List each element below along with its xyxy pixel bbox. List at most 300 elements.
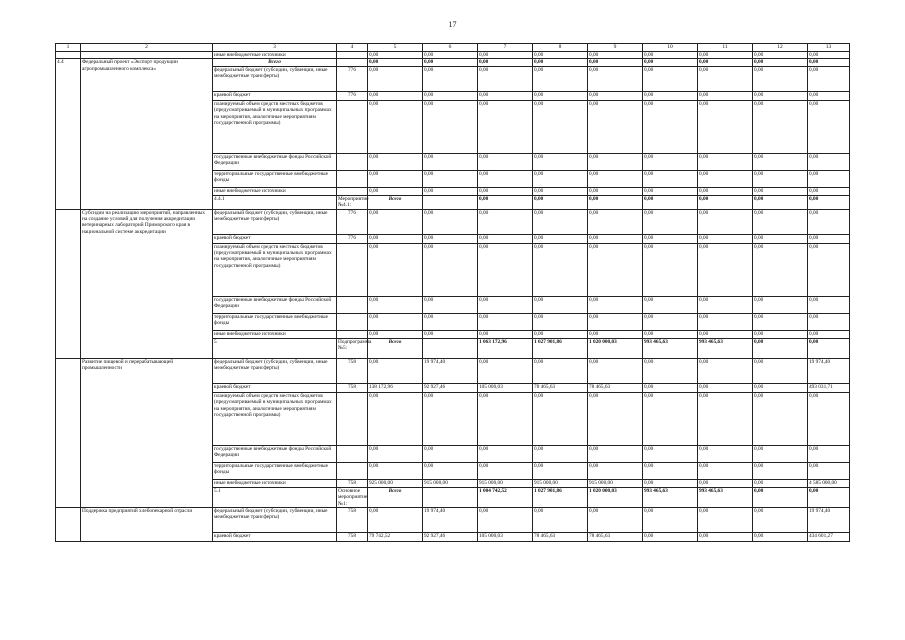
amount-cell: 0,00: [643, 392, 698, 445]
amount-cell: 0,00: [698, 533, 753, 542]
amount-cell: 993 465,63: [643, 487, 698, 507]
amount-cell: 0,00: [808, 91, 850, 100]
amount-cell: 0,00: [643, 508, 698, 533]
row-number: [56, 52, 81, 59]
amount-cell: 0,00: [643, 209, 698, 234]
amount-cell: 0,00: [588, 153, 643, 170]
amount-cell: 0,00: [478, 358, 533, 383]
funding-source: территориальные государственные внебюджетные фонды: [213, 462, 337, 479]
amount-cell: 105 000,03: [478, 383, 533, 392]
amount-cell: 0,00: [533, 296, 588, 313]
amount-cell: 0,00: [588, 445, 643, 462]
grbs-code: [337, 170, 368, 187]
amount-cell: 0,00: [808, 187, 850, 195]
amount-cell: 19 974,40: [808, 358, 850, 383]
grbs-code: [337, 296, 368, 313]
amount-cell: 0,00: [423, 462, 478, 479]
amount-cell: 0,00: [368, 445, 423, 462]
amount-cell: 0,00: [533, 153, 588, 170]
amount-cell: 0,00: [643, 187, 698, 195]
amount-cell: 0,00: [808, 462, 850, 479]
row-title: Субсидии на реализацию мероприятий, направленных на создание условий для получения аккредитации ветеринарных лабораторий Приморского края в национальной системе аккредитации: [81, 209, 213, 358]
grbs-code: 776: [337, 66, 368, 91]
column-header-10: 10: [643, 44, 698, 52]
amount-cell: 0,00: [753, 313, 808, 330]
amount-cell: 0,00: [423, 91, 478, 100]
grbs-code: [337, 59, 368, 66]
amount-cell: 0,00: [753, 153, 808, 170]
funding-source: иные внебюджетные источники: [213, 479, 337, 487]
amount-cell: 993 465,63: [643, 338, 698, 358]
grbs-code: [337, 52, 368, 59]
amount-cell: 0,00: [588, 59, 643, 66]
amount-cell: 0,00: [808, 100, 850, 153]
amount-cell: 0,00: [753, 209, 808, 234]
amount-cell: 0,00: [478, 170, 533, 187]
amount-cell: 105 000,03: [478, 533, 533, 542]
amount-cell: 0,00: [753, 445, 808, 462]
amount-cell: 0,00: [643, 153, 698, 170]
amount-cell: 0,00: [423, 59, 478, 66]
amount-cell: 0,00: [533, 313, 588, 330]
amount-cell: 925 000,00: [368, 479, 423, 487]
amount-cell: 0,00: [698, 479, 753, 487]
amount-cell: 915 000,00: [533, 479, 588, 487]
column-header-6: 6: [423, 44, 478, 52]
column-header-8: 8: [533, 44, 588, 52]
amount-cell: 4 585 000,00: [808, 479, 850, 487]
row-title: Развитие пищевой и перерабатывающей промышленности: [81, 358, 213, 507]
column-header-12: 12: [753, 44, 808, 52]
amount-cell: 0,00: [698, 358, 753, 383]
funding-source: Всего: [368, 195, 423, 209]
funding-source: территориальные государственные внебюджетные фонды: [213, 313, 337, 330]
amount-cell: 0,00: [753, 66, 808, 91]
funding-source: федеральный бюджет (субсидии, субвенции, иные межбюджетные трансферты): [213, 508, 337, 533]
amount-cell: 0,00: [478, 52, 533, 59]
amount-cell: 0,00: [478, 392, 533, 445]
amount-cell: 0,00: [478, 153, 533, 170]
amount-cell: 0,00: [643, 479, 698, 487]
amount-cell: 0,00: [643, 296, 698, 313]
amount-cell: 0,00: [698, 392, 753, 445]
amount-cell: 0,00: [753, 487, 808, 507]
amount-cell: 0,00: [533, 358, 588, 383]
amount-cell: 0,00: [478, 296, 533, 313]
amount-cell: 0,00: [753, 338, 808, 358]
grbs-code: [337, 313, 368, 330]
amount-cell: 0,00: [698, 100, 753, 153]
amount-cell: 0,00: [533, 508, 588, 533]
amount-cell: 0,00: [423, 209, 478, 234]
amount-cell: 0,00: [698, 66, 753, 91]
amount-cell: 0,00: [368, 100, 423, 153]
amount-cell: 0,00: [808, 243, 850, 296]
amount-cell: 0,00: [533, 91, 588, 100]
amount-cell: 0,00: [423, 330, 478, 338]
amount-cell: 0,00: [698, 383, 753, 392]
amount-cell: 1 020 000,03: [588, 338, 643, 358]
amount-cell: 0,00: [698, 170, 753, 187]
amount-cell: 993 465,63: [698, 338, 753, 358]
grbs-code: [337, 243, 368, 296]
amount-cell: 0,00: [753, 52, 808, 59]
amount-cell: 0,00: [533, 330, 588, 338]
table-row: [56, 358, 850, 383]
amount-cell: 0,00: [368, 170, 423, 187]
amount-cell: 0,00: [698, 296, 753, 313]
amount-cell: 138 172,96: [368, 383, 423, 392]
row-title: Поддержка предприятий хлебопекарной отрасли: [81, 508, 213, 542]
funding-source: краевой бюджет: [213, 383, 337, 392]
amount-cell: 0,00: [423, 187, 478, 195]
amount-cell: 19 974,40: [423, 358, 478, 383]
row-number: [56, 209, 81, 358]
amount-cell: 0,00: [368, 153, 423, 170]
amount-cell: 0,00: [368, 462, 423, 479]
amount-cell: 0,00: [753, 392, 808, 445]
amount-cell: 0,00: [698, 243, 753, 296]
funding-source: территориальные государственные внебюджетные фонды: [213, 170, 337, 187]
amount-cell: 0,00: [533, 59, 588, 66]
column-header-7: 7: [478, 44, 533, 52]
row-number: [56, 508, 81, 542]
amount-cell: 78 465,63: [533, 533, 588, 542]
amount-cell: 0,00: [698, 462, 753, 479]
amount-cell: 0,00: [368, 52, 423, 59]
row-title: Подпрограмма №5:: [337, 338, 368, 358]
amount-cell: 0,00: [808, 330, 850, 338]
amount-cell: 0,00: [753, 296, 808, 313]
amount-cell: 0,00: [698, 234, 753, 243]
grbs-code: 776: [337, 234, 368, 243]
amount-cell: 92 927,46: [423, 383, 478, 392]
amount-cell: 0,00: [423, 234, 478, 243]
amount-cell: 0,00: [698, 445, 753, 462]
budget-table: [55, 43, 850, 542]
column-header-4: 4: [337, 44, 368, 52]
grbs-code: [337, 153, 368, 170]
funding-source: планируемый объем средств местных бюджетов (предусматриваемый в муниципальных программах на мероприятия, аналогичные мероприятиям государственной программы): [213, 243, 337, 296]
amount-cell: 0,00: [588, 392, 643, 445]
amount-cell: 1 027 901,86: [533, 338, 588, 358]
row-title: Федеральный проект «Экспорт продукции агропромышленного комплекса»: [81, 59, 213, 209]
grbs-code: 776: [337, 209, 368, 234]
amount-cell: 0,00: [478, 330, 533, 338]
row-title: Основное мероприятие №1:: [338, 487, 368, 507]
row-title: Мероприятие №4.1:: [338, 195, 369, 209]
amount-cell: 0,00: [753, 91, 808, 100]
table-row: [56, 52, 850, 59]
grbs-code: 758: [337, 479, 368, 487]
amount-cell: 19 974,40: [423, 508, 478, 533]
amount-cell: 0,00: [808, 487, 850, 507]
funding-source: краевой бюджет: [213, 91, 337, 100]
amount-cell: 915 000,00: [423, 479, 478, 487]
header-row: [56, 44, 850, 52]
amount-cell: 0,00: [753, 508, 808, 533]
amount-cell: 78 465,63: [533, 383, 588, 392]
page-number: 17: [448, 20, 457, 29]
amount-cell: 0,00: [368, 234, 423, 243]
funding-source: иные внебюджетные источники: [213, 330, 337, 338]
amount-cell: 78 465,63: [588, 533, 643, 542]
amount-cell: 0,00: [753, 170, 808, 187]
grbs-code: [337, 445, 368, 462]
grbs-code: 758: [337, 358, 368, 383]
amount-cell: 0,00: [808, 209, 850, 234]
amount-cell: 78 465,63: [588, 383, 643, 392]
amount-cell: 0,00: [808, 170, 850, 187]
amount-cell: 0,00: [808, 234, 850, 243]
funding-source: краевой бюджет: [213, 533, 337, 542]
amount-cell: 0,00: [588, 243, 643, 296]
amount-cell: 0,00: [423, 392, 478, 445]
amount-cell: 0,00: [643, 170, 698, 187]
amount-cell: 0,00: [643, 195, 698, 209]
amount-cell: 0,00: [423, 445, 478, 462]
amount-cell: 0,00: [533, 462, 588, 479]
amount-cell: 0,00: [698, 330, 753, 338]
amount-cell: 0,00: [753, 533, 808, 542]
amount-cell: 0,00: [698, 209, 753, 234]
amount-cell: 0,00: [808, 66, 850, 91]
amount-cell: 0,00: [753, 462, 808, 479]
amount-cell: 1 063 172,96: [478, 338, 533, 358]
amount-cell: 0,00: [423, 66, 478, 91]
amount-cell: 0,00: [368, 358, 423, 383]
row-number: [56, 358, 81, 507]
funding-source: иные внебюджетные источники: [213, 187, 337, 195]
grbs-code: [423, 195, 478, 209]
amount-cell: 0,00: [643, 462, 698, 479]
amount-cell: 0,00: [533, 66, 588, 91]
table-row: [56, 508, 850, 533]
amount-cell: 0,00: [533, 234, 588, 243]
amount-cell: 0,00: [643, 52, 698, 59]
amount-cell: 0,00: [368, 330, 423, 338]
amount-cell: 493 031,71: [808, 383, 850, 392]
funding-source: Всего: [213, 59, 337, 66]
row-number: 5: [213, 338, 337, 358]
amount-cell: 0,00: [588, 66, 643, 91]
amount-cell: 0,00: [753, 195, 808, 209]
funding-source: планируемый объем средств местных бюджетов (предусматриваемый в муниципальных программах на мероприятия, аналогичные мероприятиям государственной программы): [213, 392, 337, 445]
amount-cell: 0,00: [533, 187, 588, 195]
grbs-code: [423, 338, 478, 358]
amount-cell: 19 974,40: [808, 508, 850, 533]
amount-cell: 0,00: [588, 508, 643, 533]
amount-cell: 0,00: [588, 234, 643, 243]
grbs-code: [337, 100, 368, 153]
funding-source: федеральный бюджет (субсидии, субвенции, иные межбюджетные трансферты): [213, 66, 337, 91]
amount-cell: 0,00: [753, 59, 808, 66]
amount-cell: 0,00: [753, 479, 808, 487]
amount-cell: 0,00: [478, 462, 533, 479]
row-number: 4.4.1: [213, 195, 337, 209]
amount-cell: 0,00: [588, 296, 643, 313]
amount-cell: 0,00: [643, 234, 698, 243]
amount-cell: 0,00: [533, 209, 588, 234]
amount-cell: 0,00: [643, 533, 698, 542]
amount-cell: 993 465,63: [698, 487, 753, 507]
amount-cell: 0,00: [588, 100, 643, 153]
grbs-code: 758: [337, 383, 368, 392]
amount-cell: 0,00: [533, 100, 588, 153]
amount-cell: 0,00: [368, 209, 423, 234]
amount-cell: 0,00: [423, 313, 478, 330]
amount-cell: 0,00: [478, 59, 533, 66]
amount-cell: 0,00: [753, 187, 808, 195]
amount-cell: 0,00: [368, 508, 423, 533]
amount-cell: 0,00: [368, 392, 423, 445]
amount-cell: 0,00: [588, 52, 643, 59]
table-row: [56, 59, 850, 66]
row-title: [81, 52, 213, 59]
grbs-code: [337, 330, 368, 338]
column-header-1: 1: [56, 44, 81, 52]
amount-cell: 0,00: [423, 170, 478, 187]
amount-cell: 0,00: [643, 313, 698, 330]
amount-cell: 0,00: [423, 100, 478, 153]
amount-cell: 0,00: [423, 52, 478, 59]
amount-cell: 0,00: [533, 445, 588, 462]
amount-cell: 0,00: [588, 358, 643, 383]
amount-cell: 0,00: [643, 445, 698, 462]
amount-cell: 0,00: [478, 66, 533, 91]
amount-cell: 0,00: [643, 66, 698, 91]
column-header-13: 13: [808, 44, 850, 52]
amount-cell: 0,00: [588, 170, 643, 187]
amount-cell: 0,00: [808, 59, 850, 66]
funding-source: федеральный бюджет (субсидии, субвенции, иные межбюджетные трансферты): [213, 209, 337, 234]
amount-cell: 0,00: [368, 313, 423, 330]
amount-cell: 0,00: [478, 195, 533, 209]
amount-cell: 0,00: [698, 313, 753, 330]
amount-cell: 0,00: [478, 209, 533, 234]
funding-source: Всего: [368, 487, 423, 507]
amount-cell: 1 020 000,03: [588, 487, 643, 507]
amount-cell: 0,00: [698, 195, 753, 209]
amount-cell: 434 601,27: [808, 533, 850, 542]
amount-cell: 0,00: [478, 243, 533, 296]
amount-cell: 0,00: [698, 59, 753, 66]
amount-cell: 0,00: [698, 508, 753, 533]
amount-cell: 0,00: [698, 153, 753, 170]
amount-cell: 0,00: [808, 445, 850, 462]
amount-cell: 0,00: [533, 392, 588, 445]
amount-cell: 0,00: [368, 243, 423, 296]
amount-cell: 0,00: [478, 91, 533, 100]
amount-cell: 0,00: [698, 187, 753, 195]
funding-source: государственные внебюджетные фонды Российской Федерации: [213, 445, 337, 462]
amount-cell: 0,00: [643, 100, 698, 153]
amount-cell: 0,00: [588, 91, 643, 100]
amount-cell: 0,00: [533, 243, 588, 296]
amount-cell: 0,00: [588, 195, 643, 209]
amount-cell: 0,00: [588, 187, 643, 195]
amount-cell: 0,00: [588, 209, 643, 234]
amount-cell: 0,00: [753, 358, 808, 383]
amount-cell: 0,00: [698, 91, 753, 100]
amount-cell: 0,00: [643, 358, 698, 383]
grbs-code: 758: [337, 533, 368, 542]
amount-cell: 0,00: [588, 313, 643, 330]
funding-source: планируемый объем средств местных бюджетов (предусматриваемый в муниципальных программах на мероприятия, аналогичные мероприятиям государственной программы): [213, 100, 337, 153]
table-row: [56, 209, 850, 234]
row-number: 5.1: [213, 487, 337, 507]
amount-cell: 0,00: [808, 338, 850, 358]
amount-cell: 0,00: [533, 170, 588, 187]
amount-cell: 0,00: [643, 383, 698, 392]
column-header-11: 11: [698, 44, 753, 52]
amount-cell: 0,00: [368, 59, 423, 66]
funding-source: федеральный бюджет (субсидии, субвенции, иные межбюджетные трансферты): [213, 358, 337, 383]
amount-cell: 0,00: [478, 100, 533, 153]
amount-cell: 0,00: [478, 445, 533, 462]
amount-cell: 0,00: [478, 508, 533, 533]
amount-cell: 0,00: [368, 187, 423, 195]
grbs-code: [337, 392, 368, 445]
amount-cell: 0,00: [643, 91, 698, 100]
column-header-5: 5: [368, 44, 423, 52]
amount-cell: 915 000,00: [478, 479, 533, 487]
funding-source: Всего: [368, 338, 423, 358]
amount-cell: 0,00: [588, 462, 643, 479]
amount-cell: 92 927,46: [423, 533, 478, 542]
column-header-9: 9: [588, 44, 643, 52]
row-number: 4.4: [56, 59, 81, 209]
amount-cell: 0,00: [753, 234, 808, 243]
amount-cell: 0,00: [478, 234, 533, 243]
grbs-code: [423, 487, 478, 507]
funding-source: государственные внебюджетные фонды Российской Федерации: [213, 296, 337, 313]
amount-cell: 0,00: [478, 187, 533, 195]
amount-cell: 0,00: [423, 243, 478, 296]
amount-cell: 0,00: [808, 195, 850, 209]
grbs-code: [337, 187, 368, 195]
amount-cell: 0,00: [753, 243, 808, 296]
amount-cell: 0,00: [753, 383, 808, 392]
amount-cell: 0,00: [643, 59, 698, 66]
column-header-2: 2: [81, 44, 213, 52]
amount-cell: 0,00: [588, 330, 643, 338]
funding-source: иные внебюджетные источники: [213, 52, 337, 59]
amount-cell: 0,00: [643, 330, 698, 338]
amount-cell: 0,00: [643, 243, 698, 296]
amount-cell: 0,00: [808, 296, 850, 313]
funding-source: краевой бюджет: [213, 234, 337, 243]
column-header-3: 3: [213, 44, 337, 52]
amount-cell: 0,00: [368, 296, 423, 313]
amount-cell: 0,00: [753, 100, 808, 153]
amount-cell: 0,00: [533, 52, 588, 59]
amount-cell: 0,00: [808, 52, 850, 59]
amount-cell: 1 027 901,86: [533, 487, 588, 507]
amount-cell: 915 000,00: [588, 479, 643, 487]
grbs-code: 776: [337, 91, 368, 100]
amount-cell: 79 742,52: [368, 533, 423, 542]
amount-cell: 0,00: [808, 313, 850, 330]
grbs-code: 758: [337, 508, 368, 533]
amount-cell: 0,00: [808, 392, 850, 445]
amount-cell: 0,00: [423, 296, 478, 313]
amount-cell: 0,00: [368, 91, 423, 100]
funding-source: государственные внебюджетные фонды Российской Федерации: [213, 153, 337, 170]
amount-cell: 0,00: [808, 153, 850, 170]
amount-cell: 0,00: [478, 313, 533, 330]
amount-cell: 0,00: [423, 153, 478, 170]
